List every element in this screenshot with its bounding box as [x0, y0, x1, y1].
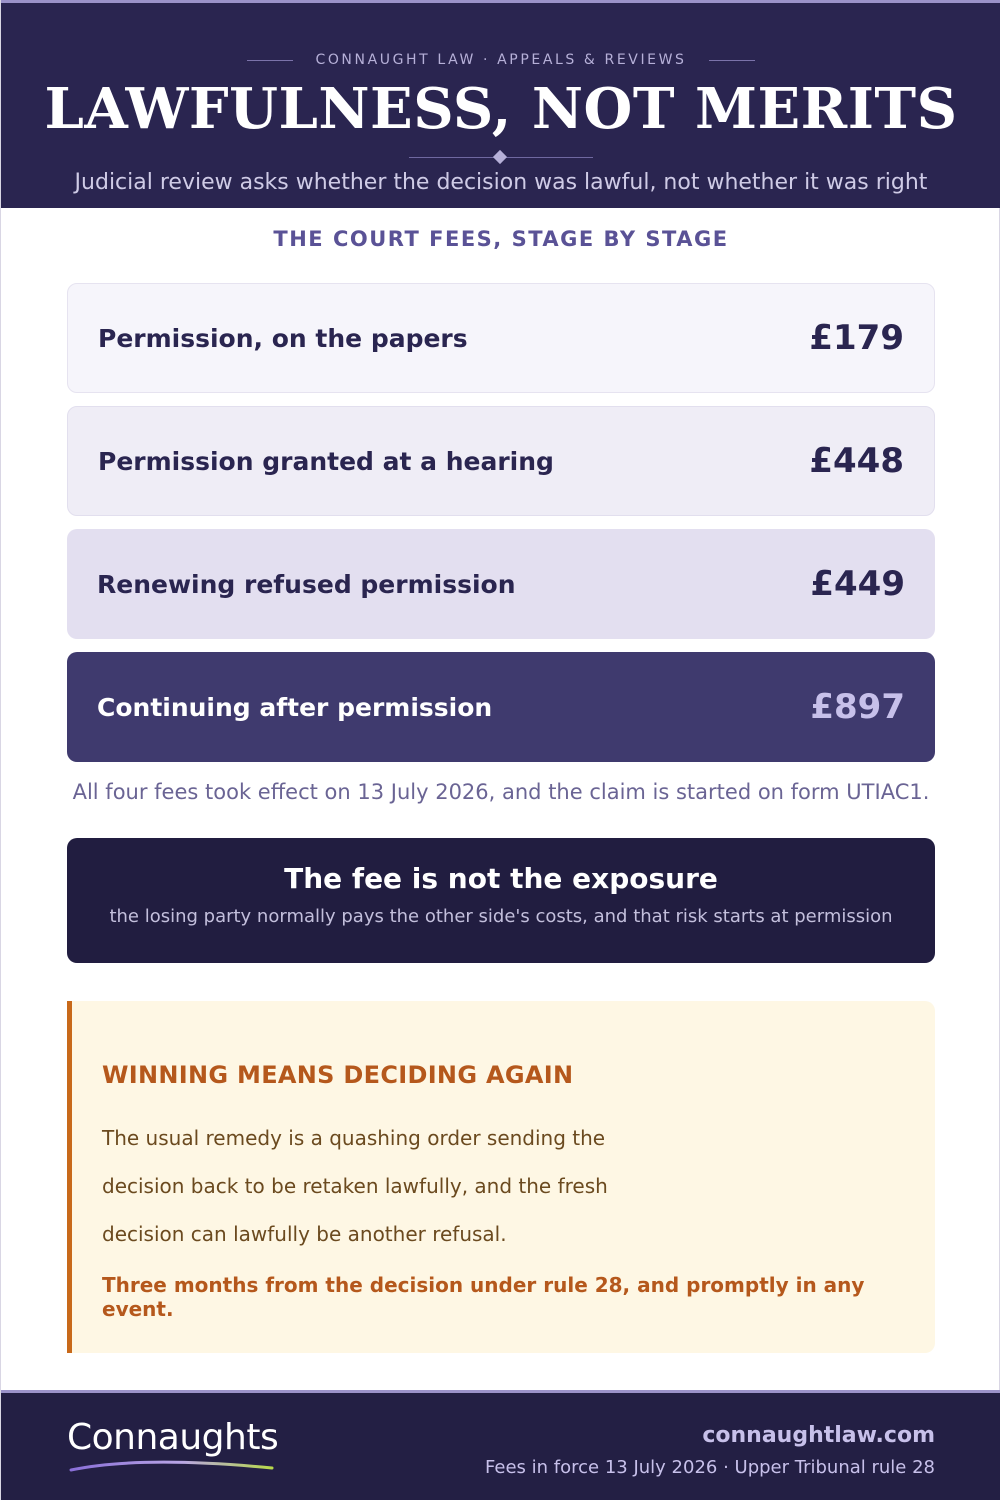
callout-emphasis: Three months from the decision under rule 28, and promptly in any event. [102, 1273, 865, 1321]
logo-swoosh-icon [69, 1459, 274, 1473]
footer-website-link[interactable]: connaughtlaw.com [702, 1423, 935, 1448]
fee-label: Continuing after permission [97, 692, 493, 722]
fees-note: All four fees took effect on 13 July 2026, and the claim is started on form UTIAC1. [72, 780, 930, 804]
fee-row-renewing-permission [67, 529, 935, 639]
divider-ornament [409, 157, 593, 159]
fees-section-title: THE COURT FEES, STAGE BY STAGE [273, 227, 729, 251]
page-header [1, 0, 1000, 208]
kicker-rule-left [247, 60, 293, 61]
exposure-panel [67, 838, 935, 963]
page-subtitle: Judicial review asks whether the decision was lawful, not whether it was right [74, 170, 928, 195]
fee-row-permission-papers [67, 283, 935, 393]
kicker-rule-right [709, 60, 755, 61]
page-footer [1, 1390, 1000, 1500]
fee-amount: £448 [809, 441, 904, 481]
callout-body: The usual remedy is a quashing order sending the decision back to be retaken lawfully, and the fresh decision can lawfully be another refusal. [102, 1126, 608, 1246]
callout-title: WINNING MEANS DECIDING AGAIN [102, 1061, 574, 1089]
kicker-text: CONNAUGHT LAW · APPEALS & REVIEWS [315, 52, 687, 68]
fee-amount: £897 [810, 687, 905, 727]
fee-label: Permission, on the papers [98, 323, 468, 353]
fee-label: Permission granted at a hearing [98, 446, 554, 476]
footer-meta: Fees in force 13 July 2026 · Upper Tribunal rule 28 [485, 1457, 935, 1478]
brand-logo: Connaughts [67, 1417, 279, 1458]
fee-label: Renewing refused permission [97, 569, 516, 599]
fee-amount: £449 [810, 564, 905, 604]
fee-row-continuing [67, 652, 935, 762]
remedy-callout [67, 1001, 935, 1353]
diamond-icon [493, 150, 507, 164]
page-title: LAWFULNESS, NOT MERITS [44, 76, 958, 142]
exposure-title: The fee is not the exposure [284, 862, 718, 895]
fee-amount: £179 [809, 318, 904, 358]
exposure-text: the losing party normally pays the other side's costs, and that risk starts at permission [109, 906, 893, 927]
kicker-row [1, 50, 1000, 70]
fee-row-permission-hearing [67, 406, 935, 516]
